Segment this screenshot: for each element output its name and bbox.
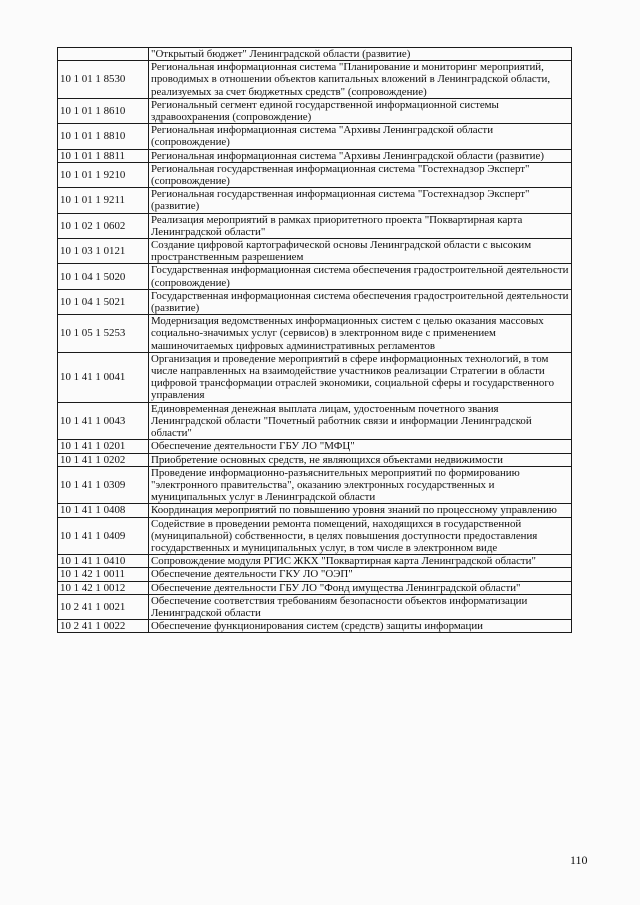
table-row xyxy=(58,440,572,453)
row-description: Региональная информационная система "Планирование и мониторинг мероприятий, проводимых в отношении объектов капитальных вложений в Ленинградской области, реализуемых за счет бюджетных средств" (сопровождение) xyxy=(149,61,572,99)
table-row xyxy=(58,620,572,633)
row-code: 10 1 03 1 0121 xyxy=(58,239,149,264)
table-row xyxy=(58,48,572,61)
row-code: 10 1 41 1 0410 xyxy=(58,555,149,568)
row-description: "Открытый бюджет" Ленинградской области (развитие) xyxy=(149,48,572,61)
row-description: Сопровождение модуля РГИС ЖКХ "Поквартирная карта Ленинградской области" xyxy=(149,555,572,568)
row-description: Обеспечение деятельности ГБУ ЛО "Фонд имущества Ленинградской области" xyxy=(149,581,572,594)
row-description: Обеспечение деятельности ГБУ ЛО "МФЦ" xyxy=(149,440,572,453)
row-code: 10 2 41 1 0021 xyxy=(58,594,149,619)
row-code: 10 1 01 1 8610 xyxy=(58,98,149,123)
row-code: 10 1 05 1 5253 xyxy=(58,315,149,353)
row-code: 10 1 01 1 8530 xyxy=(58,61,149,99)
row-code: 10 1 41 1 0201 xyxy=(58,440,149,453)
row-code: 10 1 42 1 0012 xyxy=(58,581,149,594)
row-description: Обеспечение функционирования систем (средств) защиты информации xyxy=(149,620,572,633)
table-row xyxy=(58,239,572,264)
row-description: Региональная государственная информационная система "Гостехнадзор Эксперт" (развитие) xyxy=(149,188,572,213)
budget-codes-table xyxy=(57,47,572,633)
row-code: 10 1 04 1 5020 xyxy=(58,264,149,289)
page-number: 110 xyxy=(570,853,588,867)
table-row xyxy=(58,466,572,504)
row-code: 10 2 41 1 0022 xyxy=(58,620,149,633)
row-description: Обеспечение соответствия требованиям безопасности объектов информатизации Ленинградской области xyxy=(149,594,572,619)
row-description: Организация и проведение мероприятий в сфере информационных технологий, в том числе направленных на взаимодействие участников реализации Стратегии в области цифровой трансформации отраслей экономики, социальной сферы и государственного управления xyxy=(149,352,572,402)
row-code: 10 1 02 1 0602 xyxy=(58,213,149,238)
table-row xyxy=(58,188,572,213)
row-description: Приобретение основных средств, не являющихся объектами недвижимости xyxy=(149,453,572,466)
table-row xyxy=(58,149,572,162)
row-code: 10 1 41 1 0041 xyxy=(58,352,149,402)
row-code: 10 1 01 1 9211 xyxy=(58,188,149,213)
row-description: Региональная информационная система "Архивы Ленинградской области (сопровождение) xyxy=(149,124,572,149)
row-code: 10 1 04 1 5021 xyxy=(58,289,149,314)
table-row xyxy=(58,594,572,619)
table-row xyxy=(58,504,572,517)
row-code: 10 1 41 1 0202 xyxy=(58,453,149,466)
row-description: Региональная государственная информационная система "Гостехнадзор Эксперт" (сопровождение) xyxy=(149,162,572,187)
row-code: 10 1 41 1 0409 xyxy=(58,517,149,555)
row-description: Единовременная денежная выплата лицам, удостоенным почетного звания Ленинградской области "Почетный работник связи и информации Ленинградской области" xyxy=(149,402,572,440)
table-row xyxy=(58,352,572,402)
row-description: Региональный сегмент единой государственной информационной системы здравоохранения (сопровождение) xyxy=(149,98,572,123)
row-description: Обеспечение деятельности ГКУ ЛО "ОЭП" xyxy=(149,568,572,581)
table-row xyxy=(58,517,572,555)
row-code: 10 1 01 1 8810 xyxy=(58,124,149,149)
row-code: 10 1 41 1 0309 xyxy=(58,466,149,504)
table-row xyxy=(58,98,572,123)
table-row xyxy=(58,315,572,353)
row-code: 10 1 42 1 0011 xyxy=(58,568,149,581)
row-description: Реализация мероприятий в рамках приоритетного проекта "Поквартирная карта Ленинградской области" xyxy=(149,213,572,238)
table-row xyxy=(58,213,572,238)
row-description: Модернизация ведомственных информационных систем с целью оказания массовых социально-значимых услуг (сервисов) в электронном виде с применением машиночитаемых цифровых административных регламентов xyxy=(149,315,572,353)
row-description: Региональная информационная система "Архивы Ленинградской области (развитие) xyxy=(149,149,572,162)
row-code: 10 1 01 1 9210 xyxy=(58,162,149,187)
table-body xyxy=(58,48,572,633)
table-row xyxy=(58,555,572,568)
row-description: Координация мероприятий по повышению уровня знаний по процессному управлению xyxy=(149,504,572,517)
table-row xyxy=(58,124,572,149)
row-code: 10 1 01 1 8811 xyxy=(58,149,149,162)
row-code: 10 1 41 1 0043 xyxy=(58,402,149,440)
table-row xyxy=(58,264,572,289)
table-row xyxy=(58,402,572,440)
row-description: Проведение информационно-разъяснительных мероприятий по формированию "электронного правительства", оказанию электронных государственных и муниципальных услуг в Ленинградской области xyxy=(149,466,572,504)
row-description: Государственная информационная система обеспечения градостроительной деятельности (развитие) xyxy=(149,289,572,314)
table-row xyxy=(58,61,572,99)
row-description: Содействие в проведении ремонта помещений, находящихся в государственной (муниципальной) собственности, в целях повышения доступности предоставления государственных и муниципальных услуг, в том числе в электронном виде xyxy=(149,517,572,555)
row-description: Создание цифровой картографической основы Ленинградской области с высоким пространственным разрешением xyxy=(149,239,572,264)
table-row xyxy=(58,568,572,581)
row-code xyxy=(58,48,149,61)
table-row xyxy=(58,453,572,466)
table-row xyxy=(58,162,572,187)
row-code: 10 1 41 1 0408 xyxy=(58,504,149,517)
row-description: Государственная информационная система обеспечения градостроительной деятельности (сопровождение) xyxy=(149,264,572,289)
table-row xyxy=(58,289,572,314)
table-row xyxy=(58,581,572,594)
